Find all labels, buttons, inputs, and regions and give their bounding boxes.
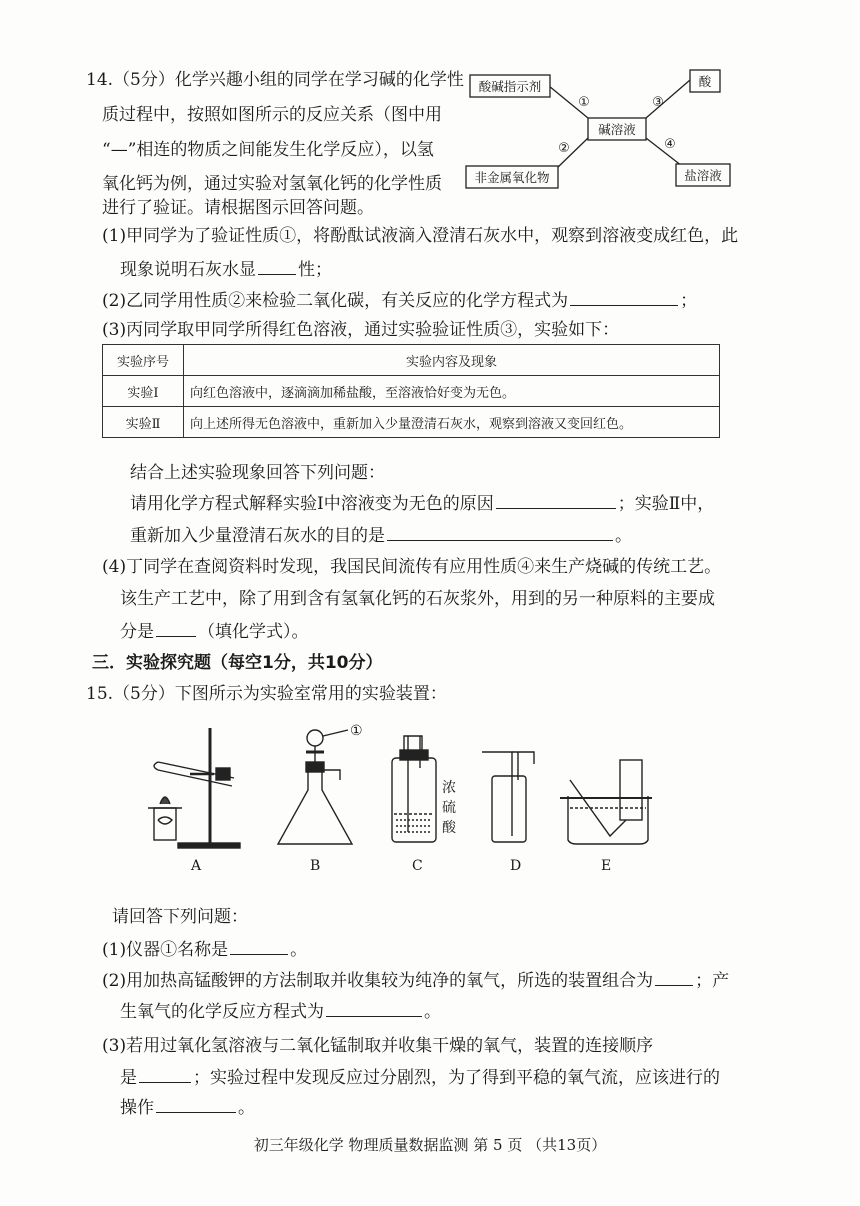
apparatus-e: [560, 760, 652, 844]
q14-p3: (3)丙同学取甲同学所得红色溶液，通过实验验证性质③，实验如下：: [102, 320, 620, 340]
diagram-acid-text: 酸: [698, 74, 712, 89]
q14-p2-post: ；: [680, 291, 698, 311]
q14-line-2: 质过程中，按照如图所示的反应关系（图中用: [102, 105, 442, 125]
q15-p3b-pre: 是: [120, 1068, 137, 1088]
apparatus-a: [148, 728, 240, 848]
q15-p1-post: 。: [290, 940, 308, 960]
apparatus-c: [392, 736, 436, 842]
diagram-n1: ①: [578, 95, 590, 110]
q14-p3d-post: 。: [615, 526, 632, 546]
apparatus-illustration: [140, 720, 670, 860]
q14-p1b: [120, 257, 332, 282]
label-c: C: [412, 858, 423, 874]
table-cell: 向红色溶液中，逐滴滴加稀盐酸，至溶液恰好变为无色。: [184, 376, 720, 407]
answer-blank-10[interactable]: [156, 1095, 236, 1113]
diagram-n4: ④: [664, 137, 676, 152]
answer-blank-6[interactable]: [230, 937, 288, 955]
q14-p2: [102, 288, 697, 313]
q14-p1b-post: 性；: [298, 260, 332, 280]
q15-p2a: [102, 968, 729, 993]
label-a: A: [191, 858, 202, 874]
table-header-cell: 实验内容及现象: [184, 345, 720, 376]
q14-p3d-pre: 重新加入少量澄清石灰水的目的是: [130, 526, 385, 546]
diagram-oxide-text: 非金属氧化物: [474, 170, 550, 185]
q15-p3c-post: 。: [238, 1098, 255, 1118]
answer-blank-4[interactable]: [387, 523, 613, 541]
funnel-marker: ①: [350, 723, 363, 739]
q14-line-4: 氧化钙为例，通过实验对氢氧化钙的化学性质: [102, 174, 442, 194]
q14-p3c: [130, 491, 714, 516]
q15-ask: 请回答下列问题：: [112, 907, 248, 927]
diagram-center-text: 碱溶液: [598, 122, 636, 137]
q15-p3c: [120, 1095, 255, 1120]
label-e: E: [601, 858, 612, 874]
q14-p3d: [130, 523, 632, 548]
q14-p4c-pre: 分是: [120, 622, 154, 642]
apparatus-d: [482, 752, 534, 842]
q15-p2a-pre: (2)用加热高锰酸钾的方法制取并收集较为纯净的氧气，所选的装置组合为: [102, 971, 654, 991]
page-footer: 初三年级化学 物理质量数据监测 第 5 页 （共13页）: [253, 1136, 607, 1154]
experiment-table: [102, 344, 720, 438]
q15-p2b: [120, 999, 441, 1024]
q15-p3b-post: ；实验过程中发现反应过分剧烈，为了得到平稳的氧气流，应该进行的: [193, 1068, 720, 1088]
q14-p4b: 该生产工艺中，除了用到含有氢氧化钙的石灰浆外，用到的另一种原料的主要成: [120, 589, 715, 609]
answer-blank-3[interactable]: [496, 491, 616, 509]
diagram-indicator-text: 酸碱指示剂: [478, 79, 542, 94]
answer-blank-2[interactable]: [570, 288, 678, 306]
table-cell: 向上述所得无色溶液中，重新加入少量澄清石灰水，观察到溶液又变回红色。: [184, 407, 720, 438]
diagram-salt-text: 盐溶液: [684, 168, 722, 183]
label-b: B: [310, 858, 321, 874]
q15-p2b-pre: 生氧气的化学反应方程式为: [120, 1002, 324, 1022]
q14-p4c: [120, 619, 309, 644]
q14-p3b: 结合上述实验现象回答下列问题：: [130, 463, 385, 483]
acid-char-2: 硫: [442, 800, 456, 816]
table-header-row: [103, 345, 720, 376]
q14-p1a: (1)甲同学为了验证性质①，将酚酞试液滴入澄清石灰水中，观察到溶液变成红色，此: [102, 226, 739, 246]
q14-p3c-pre: 请用化学方程式解释实验Ⅰ中溶液变为无色的原因: [130, 494, 494, 514]
table-header-cell: 实验序号: [103, 345, 184, 376]
q14-line-3: “—”相连的物质之间能发生化学反应），以氢: [102, 140, 434, 160]
answer-blank-9[interactable]: [139, 1065, 191, 1083]
reaction-diagram: [460, 66, 750, 196]
table-row: [103, 376, 720, 407]
label-d: D: [510, 858, 522, 874]
q14-p4c-post: （填化学式）。: [198, 622, 309, 642]
q15-intro: 15.（5分）下图所示为实验室常用的实验装置：: [86, 684, 447, 704]
table-cell: 实验Ⅰ: [103, 376, 184, 407]
apparatus-b: [278, 730, 352, 844]
q15-p3c-pre: 操作: [120, 1098, 154, 1118]
answer-blank-5[interactable]: [156, 619, 196, 637]
q14-p1b-pre: 现象说明石灰水显: [120, 260, 256, 280]
q14-line-1: 14.（5分）化学兴趣小组的同学在学习碱的化学性: [86, 70, 464, 90]
diagram-n3: ③: [652, 95, 664, 110]
q15-p3a: (3)若用过氧化氢溶液与二氧化锰制取并收集干燥的氧气，装置的连接顺序: [102, 1036, 654, 1056]
section-3-title: 三．实验探究题（每空1分，共10分）: [92, 653, 383, 673]
answer-blank-1[interactable]: [258, 257, 296, 275]
q14-line-5: 进行了验证。请根据图示回答问题。: [102, 198, 374, 218]
q15-p1: [102, 937, 307, 962]
diagram-n2: ②: [558, 141, 570, 156]
q15-p3b: [120, 1065, 720, 1090]
q14-p3c-post: ；实验Ⅱ中，: [617, 494, 715, 514]
table-cell: 实验Ⅱ: [103, 407, 184, 438]
q15-p2b-post: 。: [424, 1002, 441, 1022]
q15-p1-pre: (1)仪器①名称是: [102, 940, 229, 960]
table-row: [103, 407, 720, 438]
q14-p4a: (4)丁同学在查阅资料时发现，我国民间流传有应用性质④来生产烧碱的传统工艺。: [102, 557, 722, 577]
q15-p2a-post: ；产: [695, 971, 730, 991]
q14-p2-pre: (2)乙同学用性质②来检验二氧化碳，有关反应的化学方程式为: [102, 291, 569, 311]
acid-char-1: 浓: [442, 780, 456, 796]
acid-char-3: 酸: [442, 820, 456, 836]
answer-blank-7[interactable]: [655, 968, 693, 986]
answer-blank-8[interactable]: [326, 999, 422, 1017]
